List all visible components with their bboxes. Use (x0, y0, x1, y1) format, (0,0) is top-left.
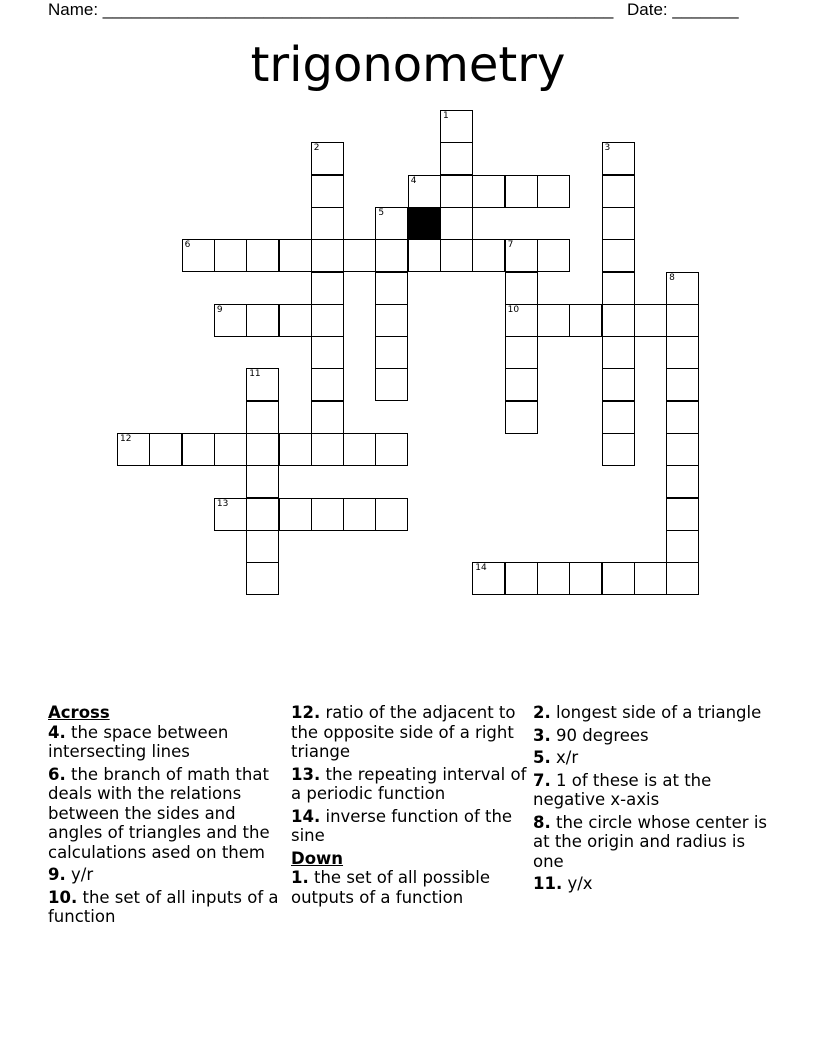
clue-number: 11. (533, 874, 563, 893)
crossword-cell[interactable] (472, 239, 505, 272)
clue-number: 5. (533, 748, 551, 767)
crossword-cell[interactable] (505, 239, 538, 272)
clue-text: 90 degrees (550, 725, 649, 745)
crossword-cell[interactable] (666, 465, 699, 498)
crossword-cell[interactable] (311, 433, 344, 466)
crossword-cell[interactable] (408, 239, 441, 272)
crossword-cell[interactable] (666, 272, 699, 305)
cell-number: 14 (475, 563, 487, 574)
clue-number: 1. (291, 868, 309, 887)
crossword-cell[interactable] (343, 433, 376, 466)
crossword-cell[interactable] (246, 562, 279, 595)
clue-number: 9. (48, 865, 66, 884)
crossword-cell[interactable] (279, 304, 312, 337)
clue-text: the branch of math that deals with the relations between the sides and angles of triangles and the calculations ased on them (48, 764, 270, 862)
clue-number: 13. (291, 764, 321, 784)
crossword-cell[interactable] (537, 175, 570, 208)
clue-item (533, 726, 769, 746)
clue-text: the space between intersecting lines (48, 722, 229, 761)
clue-number: 8. (533, 812, 551, 832)
crossword-cell[interactable] (246, 401, 279, 434)
crossword-cell[interactable] (666, 562, 699, 595)
clues-column-3 (533, 703, 769, 897)
clue-item (533, 748, 769, 768)
clues-column-2 (291, 703, 527, 910)
clue-text: the repeating interval of a periodic function (291, 764, 527, 803)
crossword-cell[interactable] (311, 175, 344, 208)
down-heading: Down (291, 848, 344, 868)
clue-item (291, 703, 527, 762)
crossword-cell[interactable] (602, 336, 635, 369)
crossword-cell[interactable] (182, 239, 215, 272)
crossword-cell[interactable] (666, 433, 699, 466)
clue-text: the circle whose center is at the origin and radius is one (533, 812, 767, 871)
crossword-cell[interactable] (375, 304, 408, 337)
across-clue-list (48, 723, 288, 927)
clue-item (533, 874, 769, 894)
crossword-cell[interactable] (311, 401, 344, 434)
crossword-cell[interactable] (505, 562, 538, 595)
crossword-cell[interactable] (246, 465, 279, 498)
clue-text: y/x (562, 874, 593, 893)
crossword-cell[interactable] (246, 530, 279, 563)
clue-number: 14. (291, 806, 321, 826)
date-field-line: Date: _______ (627, 0, 739, 19)
crossword-cell[interactable] (634, 562, 667, 595)
crossword-cell[interactable] (602, 304, 635, 337)
cell-number: 9 (216, 304, 223, 315)
crossword-cell[interactable] (214, 304, 247, 337)
crossword-cell[interactable] (343, 498, 376, 531)
crossword-cell[interactable] (408, 175, 441, 208)
cell-number: 2 (313, 143, 320, 154)
clue-number: 10. (48, 887, 78, 907)
crossword-cell[interactable] (375, 433, 408, 466)
crossword-cell[interactable] (440, 142, 473, 175)
clue-number: 3. (533, 725, 551, 745)
crossword-cell[interactable] (602, 272, 635, 305)
clue-number: 12. (291, 703, 321, 722)
crossword-cell[interactable] (666, 530, 699, 563)
clue-item (48, 865, 288, 885)
crossword-cell[interactable] (343, 239, 376, 272)
crossword-cell[interactable] (117, 433, 150, 466)
clue-item (291, 807, 527, 846)
crossword-cell[interactable] (279, 239, 312, 272)
crossword-cell[interactable] (311, 304, 344, 337)
crossword-cell[interactable] (311, 368, 344, 401)
cell-number: 12 (120, 434, 132, 444)
cell-number: 4 (410, 175, 417, 186)
cell-number: 5 (378, 207, 385, 218)
crossword-cell[interactable] (602, 433, 635, 466)
crossword-cell[interactable] (375, 336, 408, 369)
clue-number: 6. (48, 764, 66, 784)
crossword-cell[interactable] (666, 368, 699, 401)
clue-text: y/r (65, 865, 94, 884)
crossword-cell[interactable] (666, 401, 699, 434)
blocked-cell (408, 207, 441, 240)
crossword-cell[interactable] (279, 498, 312, 531)
crossword-cell[interactable] (569, 562, 602, 595)
across-heading: Across (48, 703, 110, 722)
crossword-cell[interactable] (311, 239, 344, 272)
clues-column-1 (48, 703, 288, 930)
crossword-cell[interactable] (246, 239, 279, 272)
crossword-cell[interactable] (537, 304, 570, 337)
down-clue-list-continued (533, 703, 769, 894)
clue-text: inverse function of the sine (291, 806, 513, 845)
crossword-cell[interactable] (246, 433, 279, 466)
crossword-cell[interactable] (602, 401, 635, 434)
crossword-cell[interactable] (505, 272, 538, 305)
clue-number: 4. (48, 722, 66, 742)
clue-item (48, 888, 288, 927)
clue-text: the set of all inputs of a function (48, 887, 279, 926)
crossword-cell[interactable] (634, 304, 667, 337)
crossword-cell[interactable] (246, 368, 279, 401)
crossword-cell[interactable] (666, 498, 699, 531)
crossword-cell[interactable] (214, 433, 247, 466)
crossword-cell[interactable] (602, 562, 635, 595)
crossword-cell[interactable] (440, 207, 473, 240)
crossword-cell[interactable] (375, 498, 408, 531)
crossword-cell[interactable] (602, 142, 635, 175)
crossword-cell[interactable] (375, 368, 408, 401)
crossword-cell[interactable] (472, 175, 505, 208)
clue-text: 1 of these is at the negative x-axis (533, 770, 712, 809)
crossword-cell[interactable] (602, 175, 635, 208)
crossword-cell[interactable] (311, 272, 344, 305)
crossword-cell[interactable] (505, 336, 538, 369)
crossword-cell[interactable] (311, 336, 344, 369)
clue-number: 7. (533, 770, 551, 790)
crossword-cell[interactable] (311, 498, 344, 531)
crossword-cell[interactable] (505, 368, 538, 401)
crossword-cell[interactable] (505, 175, 538, 208)
clue-item (48, 765, 288, 863)
crossword-cell[interactable] (537, 562, 570, 595)
cell-number: 8 (669, 272, 675, 283)
crossword-cell[interactable] (505, 304, 538, 337)
crossword-cell[interactable] (214, 239, 247, 272)
crossword-cell[interactable] (440, 239, 473, 272)
crossword-cell[interactable] (311, 207, 344, 240)
crossword-cell[interactable] (246, 304, 279, 337)
crossword-cell[interactable] (246, 498, 279, 531)
down-clue-list (291, 868, 527, 907)
crossword-cell[interactable] (666, 304, 699, 337)
clue-item (533, 813, 769, 872)
crossword-cell[interactable] (375, 272, 408, 305)
cell-number: 13 (216, 498, 229, 509)
crossword-cell[interactable] (602, 239, 635, 272)
crossword-cell[interactable] (279, 433, 312, 466)
clue-item (48, 723, 288, 762)
clue-number: 2. (533, 703, 551, 722)
crossword-cell[interactable] (569, 304, 602, 337)
cell-number: 10 (507, 304, 520, 315)
crossword-cell[interactable] (472, 562, 505, 595)
cell-number: 11 (249, 369, 261, 380)
crossword-cell[interactable] (537, 239, 570, 272)
cell-number: 1 (443, 111, 449, 121)
crossword-cell[interactable] (602, 368, 635, 401)
clue-text: longest side of a triangle (550, 703, 762, 722)
clue-item (291, 765, 527, 804)
crossword-cell[interactable] (666, 336, 699, 369)
clue-text: the set of all possible outputs of a function (291, 868, 491, 907)
crossword-cell[interactable] (440, 110, 473, 143)
page-title: trigonometry (250, 37, 566, 93)
crossword-cell[interactable] (602, 207, 635, 240)
cell-number: 6 (184, 240, 191, 251)
crossword-cell[interactable] (311, 142, 344, 175)
crossword-cell[interactable] (182, 433, 215, 466)
clue-text: ratio of the adjacent to the opposite side of a right triange (291, 703, 516, 761)
crossword-cell[interactable] (375, 239, 408, 272)
across-clue-list-continued (291, 703, 527, 846)
clue-item (291, 868, 527, 907)
crossword-cell[interactable] (214, 498, 247, 531)
clue-item (533, 703, 769, 723)
cell-number: 3 (604, 143, 611, 154)
clue-item (533, 771, 769, 810)
crossword-cell[interactable] (505, 401, 538, 434)
cell-number: 7 (507, 240, 514, 251)
clue-text: x/r (550, 748, 579, 767)
crossword-cell[interactable] (375, 207, 408, 240)
crossword-cell[interactable] (440, 175, 473, 208)
crossword-cell[interactable] (149, 433, 182, 466)
name-field-line: Name: ______________________________________________________ (48, 0, 614, 19)
